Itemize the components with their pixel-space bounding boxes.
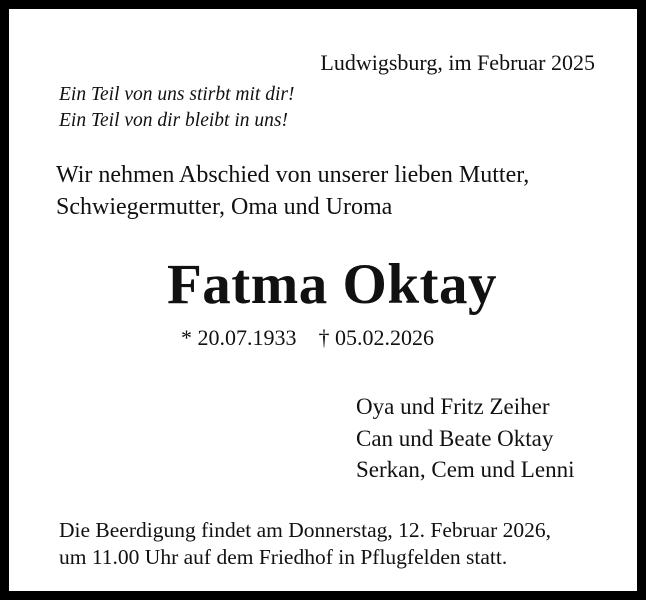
place-and-date: Ludwigsburg, im Februar 2025 <box>320 50 595 75</box>
farewell-line-1: Wir nehmen Abschied von unserer lieben Mutter, <box>56 162 530 188</box>
birth-date: * 20.07.1933 <box>181 325 297 350</box>
funeral-line-2: um 11.00 Uhr auf dem Friedhof in Pflugfelden statt. <box>59 545 508 569</box>
motto-line-2: Ein Teil von dir bleibt in uns! <box>59 110 288 131</box>
motto <box>59 82 294 134</box>
funeral-details <box>59 517 551 571</box>
deceased-name: Fatma Oktay <box>166 253 498 316</box>
mourner-line: Oya und Fritz Zeiher <box>356 394 550 419</box>
funeral-line-1: Die Beerdigung findet am Donnerstag, 12. Februar 2026, <box>59 518 551 542</box>
motto-line-1: Ein Teil von uns stirbt mit dir! <box>59 84 295 105</box>
farewell-line-2: Schwiegermutter, Oma und Uroma <box>56 194 393 220</box>
mourner-line: Serkan, Cem und Lenni <box>356 457 575 482</box>
mourners-list <box>356 391 574 486</box>
farewell-text <box>56 159 529 223</box>
mourner-line: Can und Beate Oktay <box>356 425 554 451</box>
death-date: † 05.02.2026 <box>318 325 434 350</box>
life-dates <box>181 325 434 351</box>
